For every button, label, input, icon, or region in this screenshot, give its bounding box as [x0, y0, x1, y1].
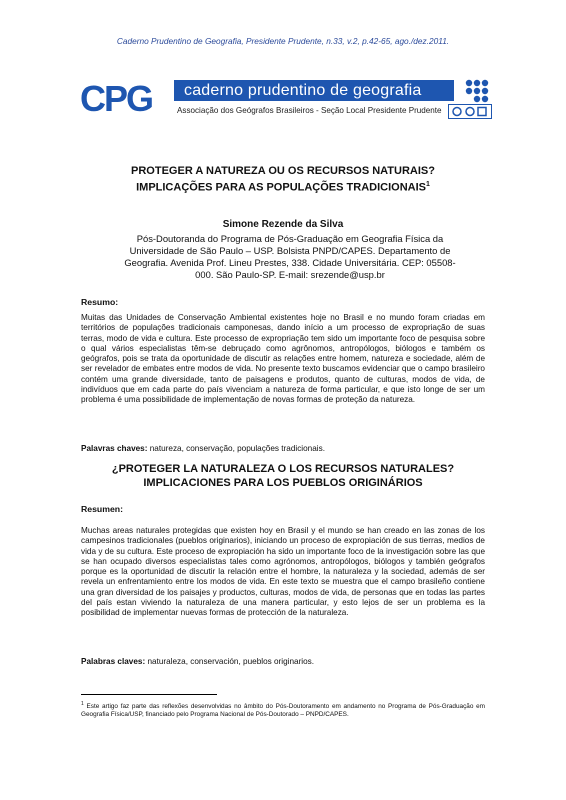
resumen-heading: Resumen:: [81, 504, 123, 514]
keywords: [81, 444, 485, 453]
abstract-text: Muitas das Unidades de Conservação Ambiental existentes hoje no Brasil e no mundo foram criadas em territórios de populações tradicionais camponesas, dando início a um processo de expropriação de suas terras, modo de vida e cultura. Este processo de expropriação tem sido um importante foco de pesquisa sobre o qual vários especialistas têm-se debruçado como agrônomos, antropólogos, biólogos e também os geógrafos, pois se trata da oportunidade de discutir as relações entre homem, natureza e sociedade, além de ser revelador de embates entre modos de vida. No presente texto buscamos evidenciar que o campo brasileiro contém uma grande diversidade, tanto de paisagens e produtos, quanto de culturas, modos de vida, de indivíduos que em cada parte do país vivenciam a natureza de forma particular, e que isto longe de ser um problema é uma possibilidade de implementação de novas formas de proteção da natureza.: [81, 313, 485, 405]
agb-icon: [449, 105, 491, 118]
journal-reference: Caderno Prudentino de Geografia, Presidente Prudente, n.33, v.2, p.42-65, ago./dez.2011.: [116, 36, 450, 46]
footnote: [81, 700, 485, 720]
footnote-text: Este artigo faz parte das reflexões desenvolvidas no âmbito do Pós-Doutoramento em andamento no Programa de Pós-Graduação em Geografia Física/USP, financiado pelo Programa Nacional de Pós-Doutorado – PNPD/CAPES.: [81, 703, 485, 719]
palabras-claves-list: naturaleza, conservación, pueblos originarios.: [145, 657, 315, 666]
cpg-logo: CPG: [80, 78, 153, 119]
agb-logo: [448, 104, 492, 119]
article-title-line2: [0, 178, 566, 195]
palabras-claves-label: Palabras claves:: [81, 657, 146, 666]
spanish-title-line1: ¿PROTEGER LA NATURALEZA O LOS RECURSOS NATURALES?: [111, 463, 455, 475]
dots-icon: [464, 78, 490, 104]
palabras-claves: [81, 657, 485, 666]
author-name: Simone Rezende da Silva: [222, 219, 344, 230]
author-affiliation: Pós-Doutoranda do Programa de Pós-Graduação em Geografia Física da Universidade de São Paulo – USP. Bolsista PNPD/CAPES. Departamento de Geografia. Avenida Prof. Lineu Prestes, 338. Cidade Universitária. CEP: 05508-000. São Paulo-SP. E-mail: srezende@usp.br: [124, 233, 456, 280]
footnote-mark: 1: [425, 181, 430, 188]
resumen-text: Muchas areas naturales protegidas que existen hoy en Brasil y el mundo se han creado en las zonas de los campesinos tradicionales (pueblos originarios), iniciando un proceso de expropiación de sus tierras, medios de vida y de su cultura. Este proceso de expropiación ha sido un importante foco de la investigación sobre las que se han ocupado diversos especialistas tales como agrónomos, antropólogos, biólogos y también geógrafos porque es la oportunidad de discutir la relación entre el hombre, la naturaleza y la sociedad, además de ser revela un enfrentamiento entre los modos de vida. En este texto se muestra que el campo brasileño contiene una gran diversidad de los paisajes y productos, culturas, modos de vida, de personas que en todas las partes del país estan viviendo la naturaleza de una manera particular, y esto lejos de ser un problema es la posibilidad de implementar nuevas formas de protección de la naturaleza.: [81, 526, 485, 618]
journal-banner: [80, 76, 490, 122]
spanish-title-line2: IMPLICACIONES PARA LOS PUEBLOS ORIGINÁRIOS: [143, 477, 423, 489]
footnote-divider: [81, 694, 217, 695]
article-title-line2-text: IMPLICAÇÕES PARA AS POPULAÇÕES TRADICIONAIS: [136, 181, 426, 194]
keywords-list: natureza, conservação, populações tradicionais.: [147, 444, 325, 453]
article-title-line1: PROTEGER A NATUREZA OU OS RECURSOS NATURAIS?: [131, 165, 435, 177]
keywords-label: Palavras chaves:: [81, 444, 148, 453]
banner-subtitle: Associação dos Geógrafos Brasileiros - Seção Local Presidente Prudente: [177, 106, 442, 115]
banner-title: caderno prudentino de geografia: [184, 82, 422, 99]
article-title: [0, 164, 566, 195]
footnote-number: 1: [81, 701, 84, 707]
spanish-title: [0, 462, 566, 490]
abstract-heading: Resumo:: [81, 297, 119, 307]
